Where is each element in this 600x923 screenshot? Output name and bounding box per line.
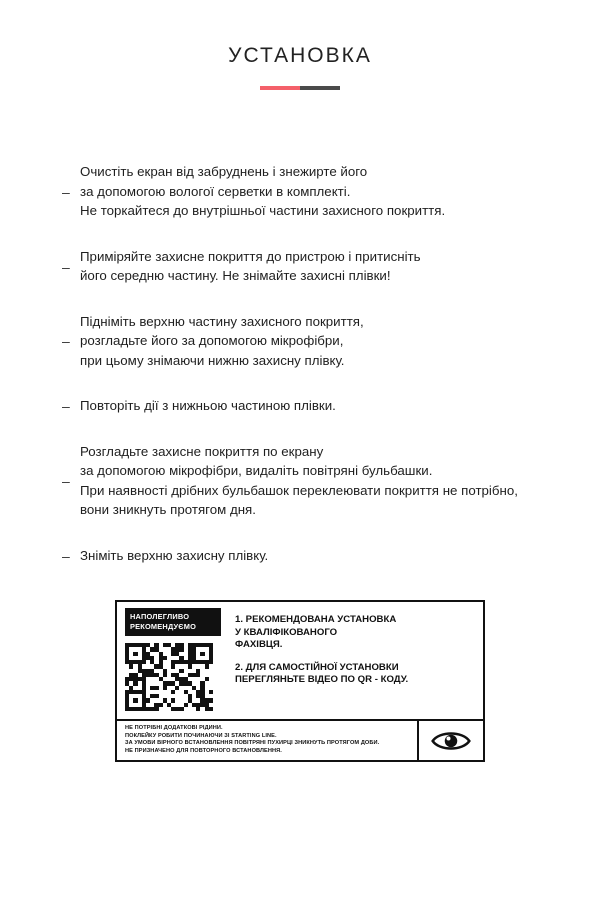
step-line: Підніміть верхню частину захисного покриття, bbox=[80, 313, 364, 329]
step-line: Розгладьте захисне покриття по екрану bbox=[80, 443, 324, 459]
step-line: розгладьте його за допомогою мікрофібри, bbox=[80, 333, 344, 348]
label-item-1-line-3: ФАХІВЦЯ. bbox=[235, 639, 283, 650]
list-item bbox=[62, 396, 560, 416]
step-text bbox=[80, 247, 560, 286]
page-title: УСТАНОВКА bbox=[228, 44, 372, 67]
step-line: Очистіть екран від забруднень і знежирте його bbox=[80, 164, 368, 179]
label-item-2 bbox=[235, 662, 473, 687]
label-fineprint bbox=[117, 721, 419, 760]
recommendation-label bbox=[115, 600, 485, 762]
list-bullet: – bbox=[62, 333, 70, 350]
label-item-2-line-2: ПЕРЕГЛЯНЬТЕ ВІДЕО ПО QR - КОДУ. bbox=[235, 674, 409, 685]
badge-line-2: РЕКОМЕНДУЄМО bbox=[130, 622, 197, 631]
step-line: Не торкайтеся до внутрішньої частини захисного покриття. bbox=[80, 203, 446, 218]
fineprint-line: НЕ ПОТРІБНІ ДОДАТКОВІ РІДИНИ. bbox=[125, 725, 223, 731]
label-item-2-line-1: 2. ДЛЯ САМОСТІЙНОЇ УСТАНОВКИ bbox=[235, 661, 399, 673]
step-line: При наявності дрібних бульбашок переклеювати покриття не потрібно, bbox=[80, 482, 518, 498]
step-line: Повторіть дії з нижньою частиною плівки. bbox=[80, 398, 336, 413]
fineprint-line: НЕ ПРИЗНАЧЕНО ДЛЯ ПОВТОРНОГО ВСТАНОВЛЕННЯ. bbox=[125, 747, 282, 754]
step-text bbox=[80, 396, 560, 416]
list-item bbox=[62, 247, 560, 286]
step-text bbox=[80, 546, 560, 566]
list-bullet: – bbox=[62, 547, 70, 564]
step-line: за допомогою мікрофібри, видаліть повітряні бульбашки. bbox=[80, 463, 433, 478]
step-line: Приміряйте захисне покриття до пристрою і притисніть bbox=[80, 248, 421, 264]
title-divider bbox=[260, 86, 340, 90]
qr-code-icon[interactable] bbox=[125, 643, 213, 711]
list-item bbox=[62, 162, 560, 221]
fineprint-line: ПОКЛЕЙКУ РОБИТИ ПОЧИНАЮЧИ ЗІ STARTING LINE. bbox=[125, 732, 277, 739]
label-item-1-line-2: У КВАЛІФІКОВАНОГО bbox=[235, 626, 338, 638]
step-line: вони зникнуть протягом дня. bbox=[80, 502, 256, 517]
divider-accent-right bbox=[300, 86, 340, 90]
divider-accent-left bbox=[260, 86, 300, 90]
eye-icon bbox=[431, 728, 471, 754]
list-item bbox=[62, 546, 560, 566]
list-bullet: – bbox=[62, 473, 70, 489]
instruction-steps bbox=[0, 162, 600, 565]
list-item bbox=[62, 312, 560, 371]
list-item bbox=[62, 442, 560, 520]
fineprint-line: ЗА УМОВИ ВІРНОГО ВСТАНОВЛЕННЯ ПОВІТРЯНІ ПУХИРЦІ ЗНИКНУТЬ ПРОТЯГОМ ДОБИ. bbox=[125, 740, 380, 747]
badge-line-1: НАПОЛЕГЛИВО bbox=[130, 612, 190, 621]
list-bullet: – bbox=[62, 398, 70, 415]
step-line: Зніміть верхню захисну плівку. bbox=[80, 547, 269, 563]
step-text bbox=[80, 312, 560, 371]
label-item-1 bbox=[235, 614, 473, 652]
step-text bbox=[80, 442, 560, 520]
step-line: за допомогою вологої серветки в комплекті. bbox=[80, 183, 351, 199]
step-text bbox=[80, 162, 560, 221]
step-line: при цьому знімаючи нижню захисну плівку. bbox=[80, 352, 345, 368]
eye-icon-cell bbox=[419, 721, 483, 760]
label-item-1-line-1: 1. РЕКОМЕНДОВАНА УСТАНОВКА bbox=[235, 614, 397, 625]
list-bullet: – bbox=[62, 258, 70, 275]
step-line: його середню частину. Не знімайте захисні плівки! bbox=[80, 268, 391, 283]
status-badge bbox=[125, 608, 221, 636]
list-bullet: – bbox=[62, 183, 70, 200]
